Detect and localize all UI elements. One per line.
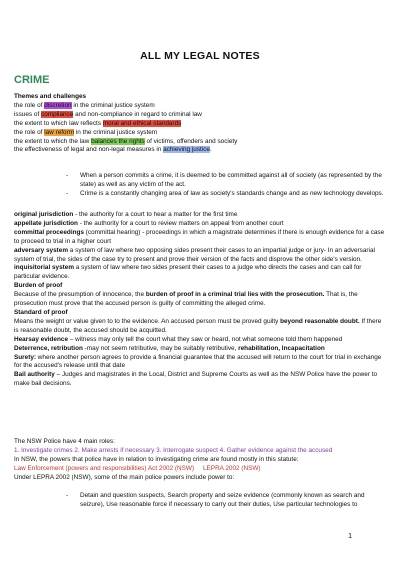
deterrence-row: Deterrence, retribution -may not seem retributive, may be suitably retributive, rehabilitation, Incapacitation [14,344,325,352]
police-intro: The NSW Police have 4 main roles: [14,438,115,445]
police-block [14,438,386,483]
definition-row: original jurisdiction - the authority for a court to hear a matter for the first time [14,211,238,218]
list-item: - When a person commits a crime, it is deemed to be committed against all of society (as represented by the state) as well as any victim of the act. [66,172,382,188]
theme-line: the role of discretion in the criminal justice system [14,101,155,109]
burden-heading: Burden of proof [14,282,63,290]
section-title: CRIME [14,74,50,86]
definition-row: committal proceedings (committal hearing) - proceedings in which a magistrate determines if there is enough evidence for a case to proceed to trial in a higher court [14,228,385,245]
hearsay-row: Hearsay evidence – witness may only tell the court what they saw or heard, not what someone told them happened [14,335,343,343]
under-line: Under LEPRA 2002 (NSW), some of the main police powers include power to: [14,473,235,481]
list-item: - Crime is a constantly changing area of law as society's standards change and as new technology develops. [66,189,384,197]
bullet-list-powers [66,492,385,510]
theme-line: the extent to which law reflects moral and ethical standards [14,119,182,127]
theme-line: the role of law reform in the criminal justice system [14,128,158,136]
burden-text: Because of the presumption of innocence, the burden of proof in a criminal trial lies with the prosecution. That is, the prosecution must prove that the accused person is guilty of committing the alleged crime. [14,291,358,308]
themes-block [14,93,386,155]
list-item: - Detain and question suspects, Search property and seize evidence (commonly known as search and seizure), Use reasonable force if necessary to carry out their duties, Use particular technologies to [66,492,365,508]
surety-row: Surety: where another person agrees to provide a financial guarantee that the accused will return to the court for trial in exchange for the accused's release until that date [14,353,382,370]
themes-heading: Themes and challenges [14,93,87,100]
theme-line: the effectiveness of legal and non-legal measures in achieving justice. [14,146,212,154]
bail-row: Bail authority – Judges and magistrates in the Local, District and Supreme Courts as well as the NSW Police have the power to make bail decisions. [14,371,378,388]
standard-text: Means the weight or value given to to the evidence. An accused person must be proved guilty beyond reasonable doubt. If there is reasonable doubt, the accused should be acquitted. [14,317,382,334]
document-title: ALL MY LEGAL NOTES [140,50,260,62]
statute-line: Law Enforcement (powers and responsibilities) Act 2002 (NSW) LEPRA 2002 (NSW) [14,464,261,472]
page-number: 1 [348,533,352,540]
theme-line: the extent to which the law balances the rights of victims, offenders and society [14,137,238,145]
theme-line: issues of compliance and non-compliance in regard to criminal law [14,110,202,118]
police-roles: 1. Investigate crimes 2. Make arrests if necessary 3. Interrogate suspect 4. Gather evidence against the accused [14,446,333,454]
definitions-block [14,211,386,389]
powers-line: In NSW, the powers that police have in relation to investigating crime are found mostly in this statute: [14,455,299,463]
definition-row: appellate jurisdiction - the authority for a court to review matters on appeal from another court [14,219,284,227]
standard-heading: Standard of proof [14,308,68,316]
definition-row: adversary system a system of law where two opposing sides present their cases to an impartial judge or jury- In an adversarial system of trial, the sides of the case try to present and prove their version of the facts and disprove the other side's version. [14,246,375,263]
definition-row: inquisitorial system a system of law where two sides present their cases to a judge who directs the cases and can call for particular evidence. [14,264,362,281]
bullet-list-intro [66,172,385,199]
